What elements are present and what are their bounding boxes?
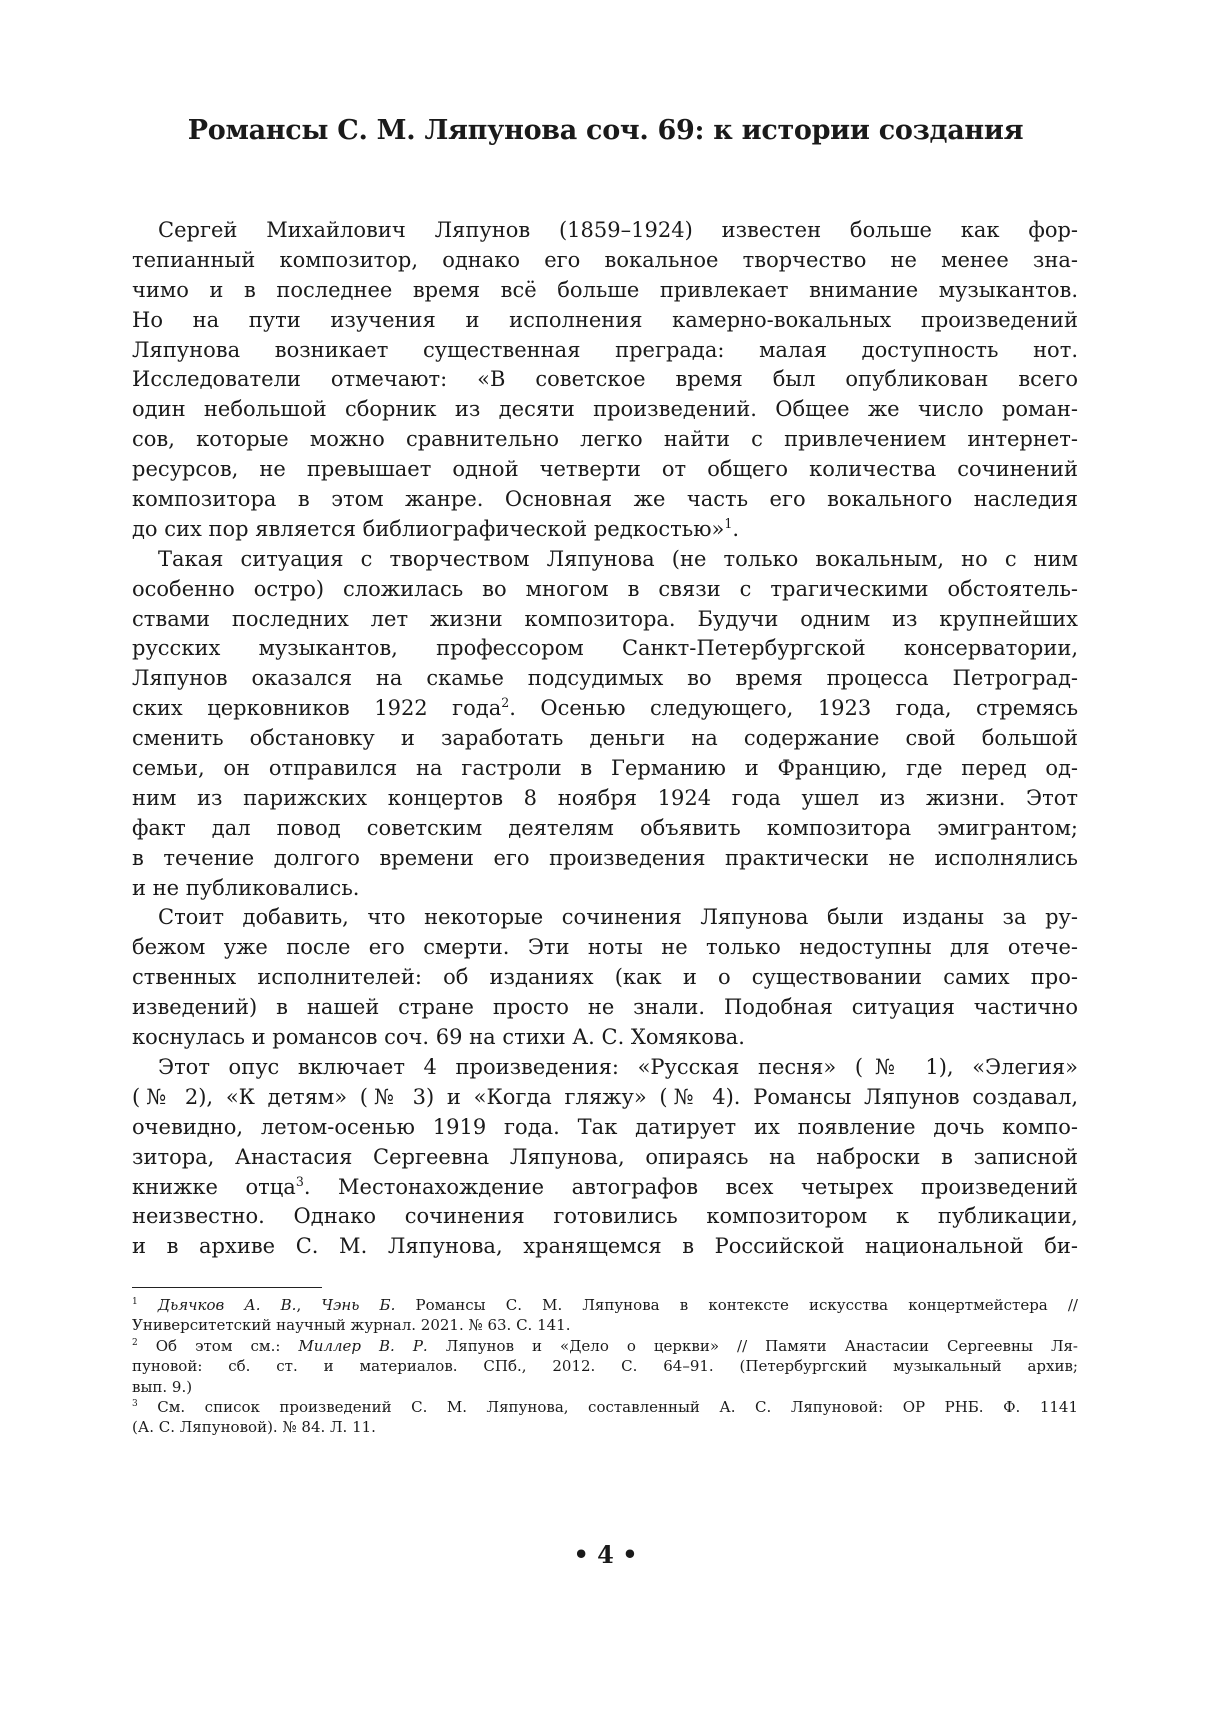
text-run: Ляпунов и «Дело о церкви» // Памяти Анастасии Сергеевны Ля- — [427, 1336, 1078, 1355]
text-run: и в архиве С. М. Ляпунова, хранящемся в Российской национальной би- — [132, 1234, 1078, 1259]
text-line — [132, 1397, 1078, 1417]
text-line — [132, 575, 1078, 605]
page-title: Романсы С. М. Ляпунова соч. 69: к истории создания — [187, 115, 1024, 146]
text-run: Стоит добавить, что некоторые сочинения Ляпунова были изданы за ру- — [158, 905, 1078, 930]
text-line — [132, 814, 1078, 844]
text-run: сов, которые можно сравнительно легко найти с привлечением интернет- — [132, 427, 1078, 452]
text-run: ских церковников 1922 года — [132, 696, 502, 721]
footnote-divider — [132, 1287, 322, 1288]
text-line — [132, 844, 1078, 874]
text-run: . — [732, 516, 740, 541]
text-line — [132, 1083, 1078, 1113]
footnote-marker: 1 — [724, 515, 733, 531]
text-run: Этот опус включает 4 произведения: «Русская песня» (№ 1), «Элегия» — [158, 1054, 1078, 1079]
text-line — [132, 515, 1078, 545]
footnote-marker: 1 — [132, 1297, 138, 1307]
footnote — [132, 1336, 1078, 1397]
text-line — [132, 1315, 1078, 1335]
text-line — [132, 455, 1078, 485]
text-line — [132, 1232, 1078, 1262]
text-run: до сих пор является библиографической редкостью» — [132, 516, 725, 541]
text-run: неизвестно. Однако сочинения готовились композитором к публикации, — [132, 1204, 1078, 1229]
text-run: ствами последних лет жизни композитора. Будучи одним из крупнейших — [132, 606, 1078, 631]
paragraph — [132, 1053, 1078, 1262]
text-line — [132, 1417, 1078, 1437]
page-number: • 4 • — [573, 1540, 638, 1569]
text-line — [132, 993, 1078, 1023]
text-line — [132, 605, 1078, 635]
text-line — [132, 395, 1078, 425]
text-run: книжке отца — [132, 1174, 296, 1199]
text-line — [132, 365, 1078, 395]
text-run: чимо и в последнее время всё больше привлекает внимание музыкантов. — [132, 277, 1078, 302]
text-run: Чэнь Б. — [321, 1296, 396, 1314]
text-line — [132, 874, 1078, 904]
footnote — [132, 1397, 1078, 1438]
text-run: очевидно, летом-осенью 1919 года. Так датирует их появление дочь компо- — [132, 1114, 1078, 1139]
text-line — [132, 545, 1078, 575]
text-run: зитора, Анастасия Сергеевна Ляпунова, опираясь на наброски в записной — [132, 1144, 1078, 1169]
paragraph — [132, 216, 1078, 545]
text-run: изведений) в нашей стране просто не знали. Подобная ситуация частично — [132, 995, 1078, 1020]
text-run: Исследователи отмечают: «В советское время был опубликован всего — [132, 367, 1078, 392]
footnote-marker: 3 — [295, 1173, 304, 1189]
text-run: и не публиковались. — [132, 875, 360, 900]
text-line — [132, 634, 1078, 664]
text-run: Университетский научный журнал. 2021. № 63. С. 141. — [132, 1316, 571, 1335]
text-line — [132, 784, 1078, 814]
text-run: , — [296, 1296, 322, 1314]
text-line — [132, 485, 1078, 515]
text-line — [132, 754, 1078, 784]
text-line — [132, 216, 1078, 246]
text-run: (№ 2), «К детям» (№ 3) и «Когда гляжу» (№ 4). Романсы Ляпунов создавал, — [132, 1084, 1078, 1109]
text-line — [132, 1023, 1078, 1053]
text-run: Миллер В. Р. — [298, 1336, 428, 1355]
text-run: семьи, он отправился на гастроли в Германию и Францию, где перед од- — [132, 756, 1078, 781]
text-run: ресурсов, не превышает одной четверти от общего количества сочинений — [132, 457, 1078, 482]
text-run: Но на пути изучения и исполнения камерно-вокальных произведений — [132, 307, 1078, 332]
text-line — [132, 724, 1078, 754]
text-line — [132, 336, 1078, 366]
paragraph — [132, 545, 1078, 904]
text-line — [132, 1173, 1078, 1203]
text-line — [132, 1336, 1078, 1356]
footnote-marker: 2 — [501, 695, 510, 711]
text-line — [132, 276, 1078, 306]
text-run: русских музыкантов, профессором Санкт-Петербургской консерватории, — [132, 636, 1078, 661]
text-line — [132, 1295, 1078, 1315]
text-line — [132, 306, 1078, 336]
text-run: (А. С. Ляпуновой). № 84. Л. 11. — [132, 1418, 376, 1437]
text-line — [132, 1143, 1078, 1173]
text-run: тепианный композитор, однако его вокальное творчество не менее зна- — [132, 247, 1078, 272]
text-run: Такая ситуация с творчеством Ляпунова (не только вокальным, но с ним — [158, 546, 1078, 571]
footnote-marker: 3 — [132, 1398, 138, 1409]
text-run: коснулась и романсов соч. 69 на стихи А. С. Хомякова. — [132, 1025, 745, 1050]
text-line — [132, 1356, 1078, 1376]
text-run: ственных исполнителей: об изданиях (как и о существовании самих про- — [132, 965, 1078, 990]
footnotes — [132, 1295, 1078, 1438]
text-line — [132, 903, 1078, 933]
text-run — [138, 1296, 158, 1314]
text-line — [132, 933, 1078, 963]
text-line — [132, 1202, 1078, 1232]
text-run: Сергей Михайлович Ляпунов (1859–1924) известен больше как фор- — [158, 218, 1078, 242]
text-line — [132, 1113, 1078, 1143]
text-run: сменить обстановку и заработать деньги на содержание свой большой — [132, 726, 1078, 751]
text-run: Романсы С. М. Ляпунова в контексте искусства концертмейстера // — [395, 1296, 1078, 1314]
text-line — [132, 246, 1078, 276]
footnote — [132, 1295, 1078, 1336]
text-run: факт дал повод советским деятелям объявить композитора эмигрантом; — [132, 815, 1078, 840]
text-run: особенно остро) сложилась во многом в связи с трагическими обстоятель- — [132, 576, 1078, 601]
text-run: один небольшой сборник из десяти произведений. Общее же число роман- — [132, 397, 1078, 422]
text-run: Дьячков А. В. — [157, 1296, 297, 1314]
body-text — [132, 216, 1078, 1262]
text-line — [132, 963, 1078, 993]
text-run: . Осенью следующего, 1923 года, стремясь — [509, 696, 1079, 721]
text-run: композитора в этом жанре. Основная же часть его вокального наследия — [132, 487, 1078, 512]
text-run: . Местонахождение автографов всех четырех произведений — [303, 1174, 1079, 1199]
paragraph — [132, 903, 1078, 1052]
text-run: пуновой: сб. ст. и материалов. СПб., 2012. С. 64–91. (Петербургский музыкальный архив; — [132, 1357, 1078, 1376]
footnote-marker: 2 — [132, 1337, 138, 1348]
text-run: в течение долгого времени его произведения практически не исполнялись — [132, 845, 1078, 870]
text-line — [132, 1053, 1078, 1083]
text-line — [132, 1377, 1078, 1397]
text-line — [132, 664, 1078, 694]
text-run: бежом уже после его смерти. Эти ноты не только недоступны для отече- — [132, 935, 1078, 960]
text-run: См. список произведений С. М. Ляпунова, составленный А. С. Ляпуновой: ОР РНБ. Ф. 1141 — [137, 1397, 1078, 1416]
text-line — [132, 694, 1078, 724]
text-run: ним из парижских концертов 8 ноября 1924 года ушел из жизни. Этот — [132, 785, 1078, 810]
text-run: вып. 9.) — [132, 1377, 193, 1396]
text-run: Об этом см.: — [137, 1336, 299, 1355]
text-run: Ляпунов оказался на скамье подсудимых во время процесса Петроград- — [132, 666, 1078, 691]
text-run: Ляпунова возникает существенная преграда: малая доступность нот. — [132, 337, 1078, 362]
text-line — [132, 425, 1078, 455]
